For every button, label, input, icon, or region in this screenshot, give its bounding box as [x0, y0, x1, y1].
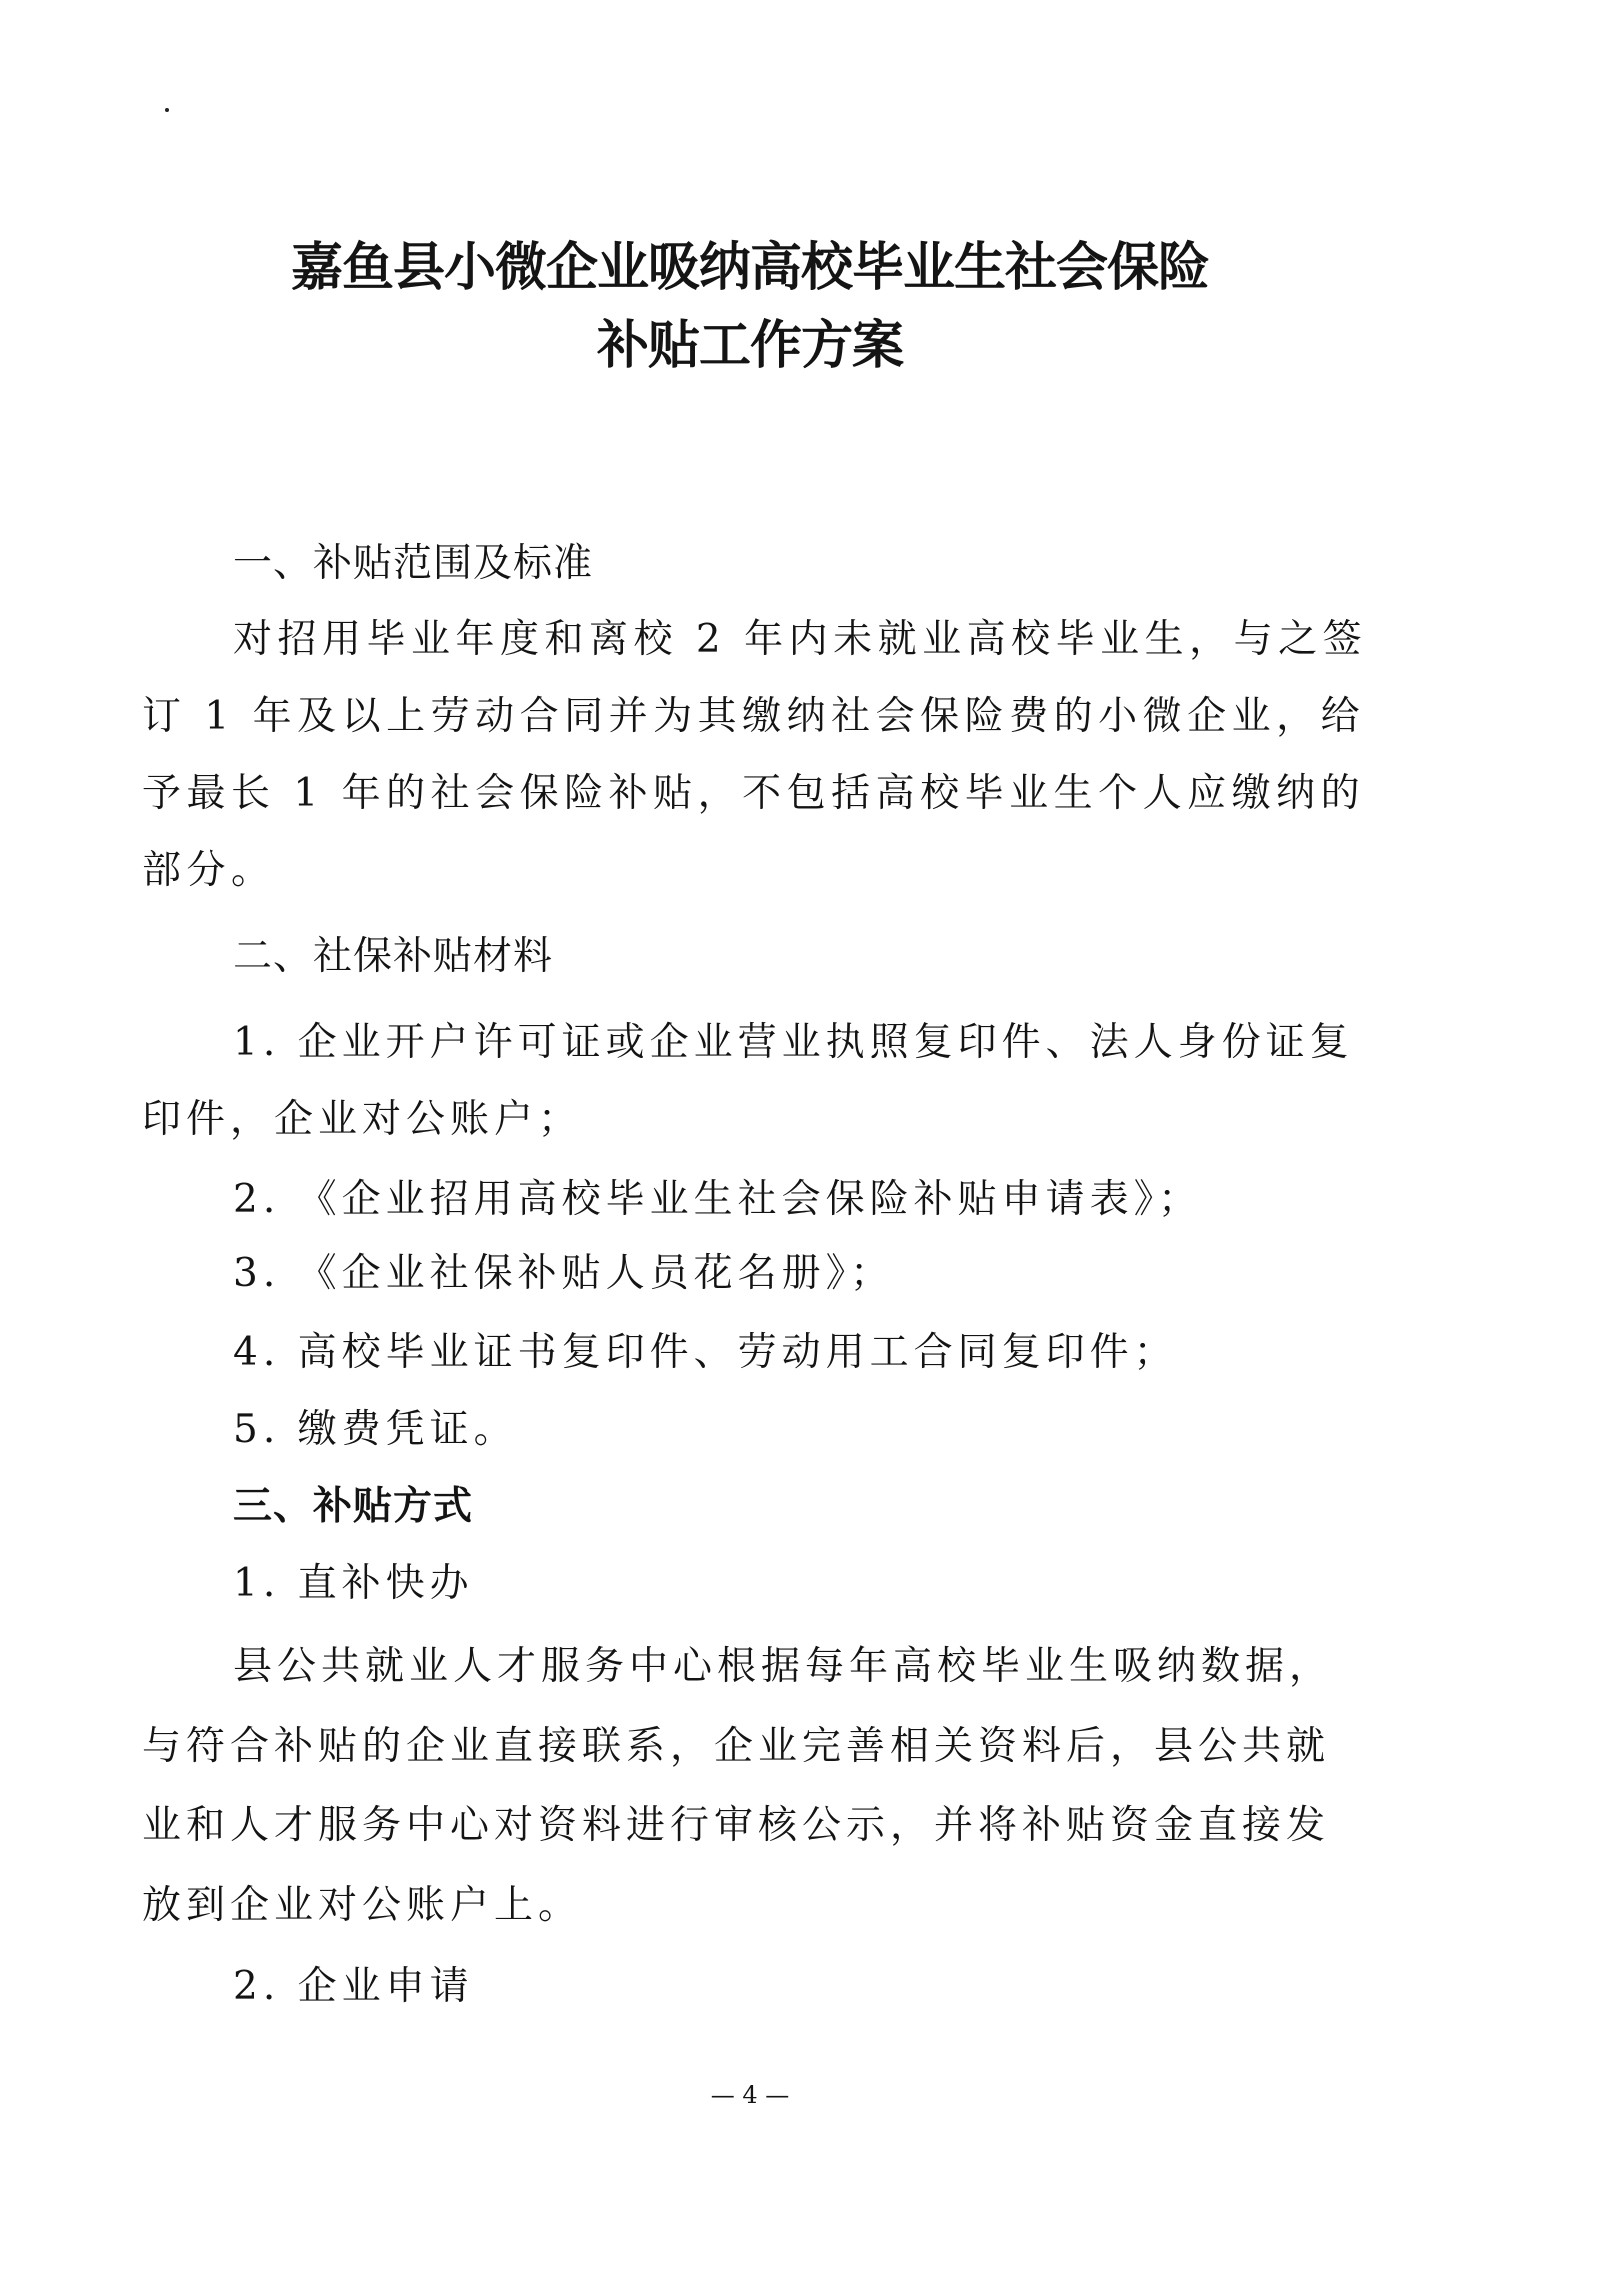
section-3-heading: 三、补贴方式	[233, 1484, 474, 1529]
material-item: 1. 企业开户许可证或企业营业执照复印件、法人身份证复	[233, 1020, 1354, 1065]
section-1-paragraph-line: 订 1 年及以上劳动合同并为其缴纳社会保险费的小微企业，给	[142, 694, 1366, 739]
material-item: 3. 《企业社保补贴人员花名册》；	[233, 1251, 895, 1296]
document-title-line-1: 嘉鱼县小微企业吸纳高校毕业生社会保险	[290, 238, 1209, 298]
material-item: 2. 《企业招用高校毕业生社会保险补贴申请表》；	[233, 1177, 1203, 1222]
material-item: 印件，企业对公账户；	[142, 1097, 583, 1142]
section-1-paragraph-line: 部分。	[142, 848, 276, 893]
section-1-paragraph-line: 对招用毕业年度和离校 2 年内未就业高校毕业生，与之签	[233, 617, 1368, 662]
stray-dot-mark	[165, 108, 169, 112]
section-2-heading: 二、社保补贴材料	[233, 934, 554, 979]
method-paragraph-line: 业和人才服务中心对资料进行审核公示，并将补贴资金直接发	[142, 1803, 1331, 1848]
material-item: 4. 高校毕业证书复印件、劳动用工合同复印件；	[233, 1330, 1178, 1375]
method-subheading: 2. 企业申请	[233, 1964, 474, 2009]
method-paragraph-line: 与符合补贴的企业直接联系，企业完善相关资料后，县公共就	[142, 1724, 1331, 1769]
page-number: — 4 —	[710, 2081, 790, 2109]
method-paragraph-line: 放到企业对公账户上。	[142, 1883, 583, 1928]
section-1-paragraph-line: 予最长 1 年的社会保险补贴，不包括高校毕业生个人应缴纳的	[142, 771, 1366, 816]
material-item: 5. 缴费凭证。	[233, 1407, 518, 1452]
method-subheading: 1. 直补快办	[233, 1561, 474, 1606]
section-1-heading: 一、补贴范围及标准	[233, 541, 594, 586]
document-title-line-2: 补贴工作方案	[596, 316, 903, 376]
method-paragraph-line: 县公共就业人才服务中心根据每年高校毕业生吸纳数据，	[233, 1644, 1334, 1689]
